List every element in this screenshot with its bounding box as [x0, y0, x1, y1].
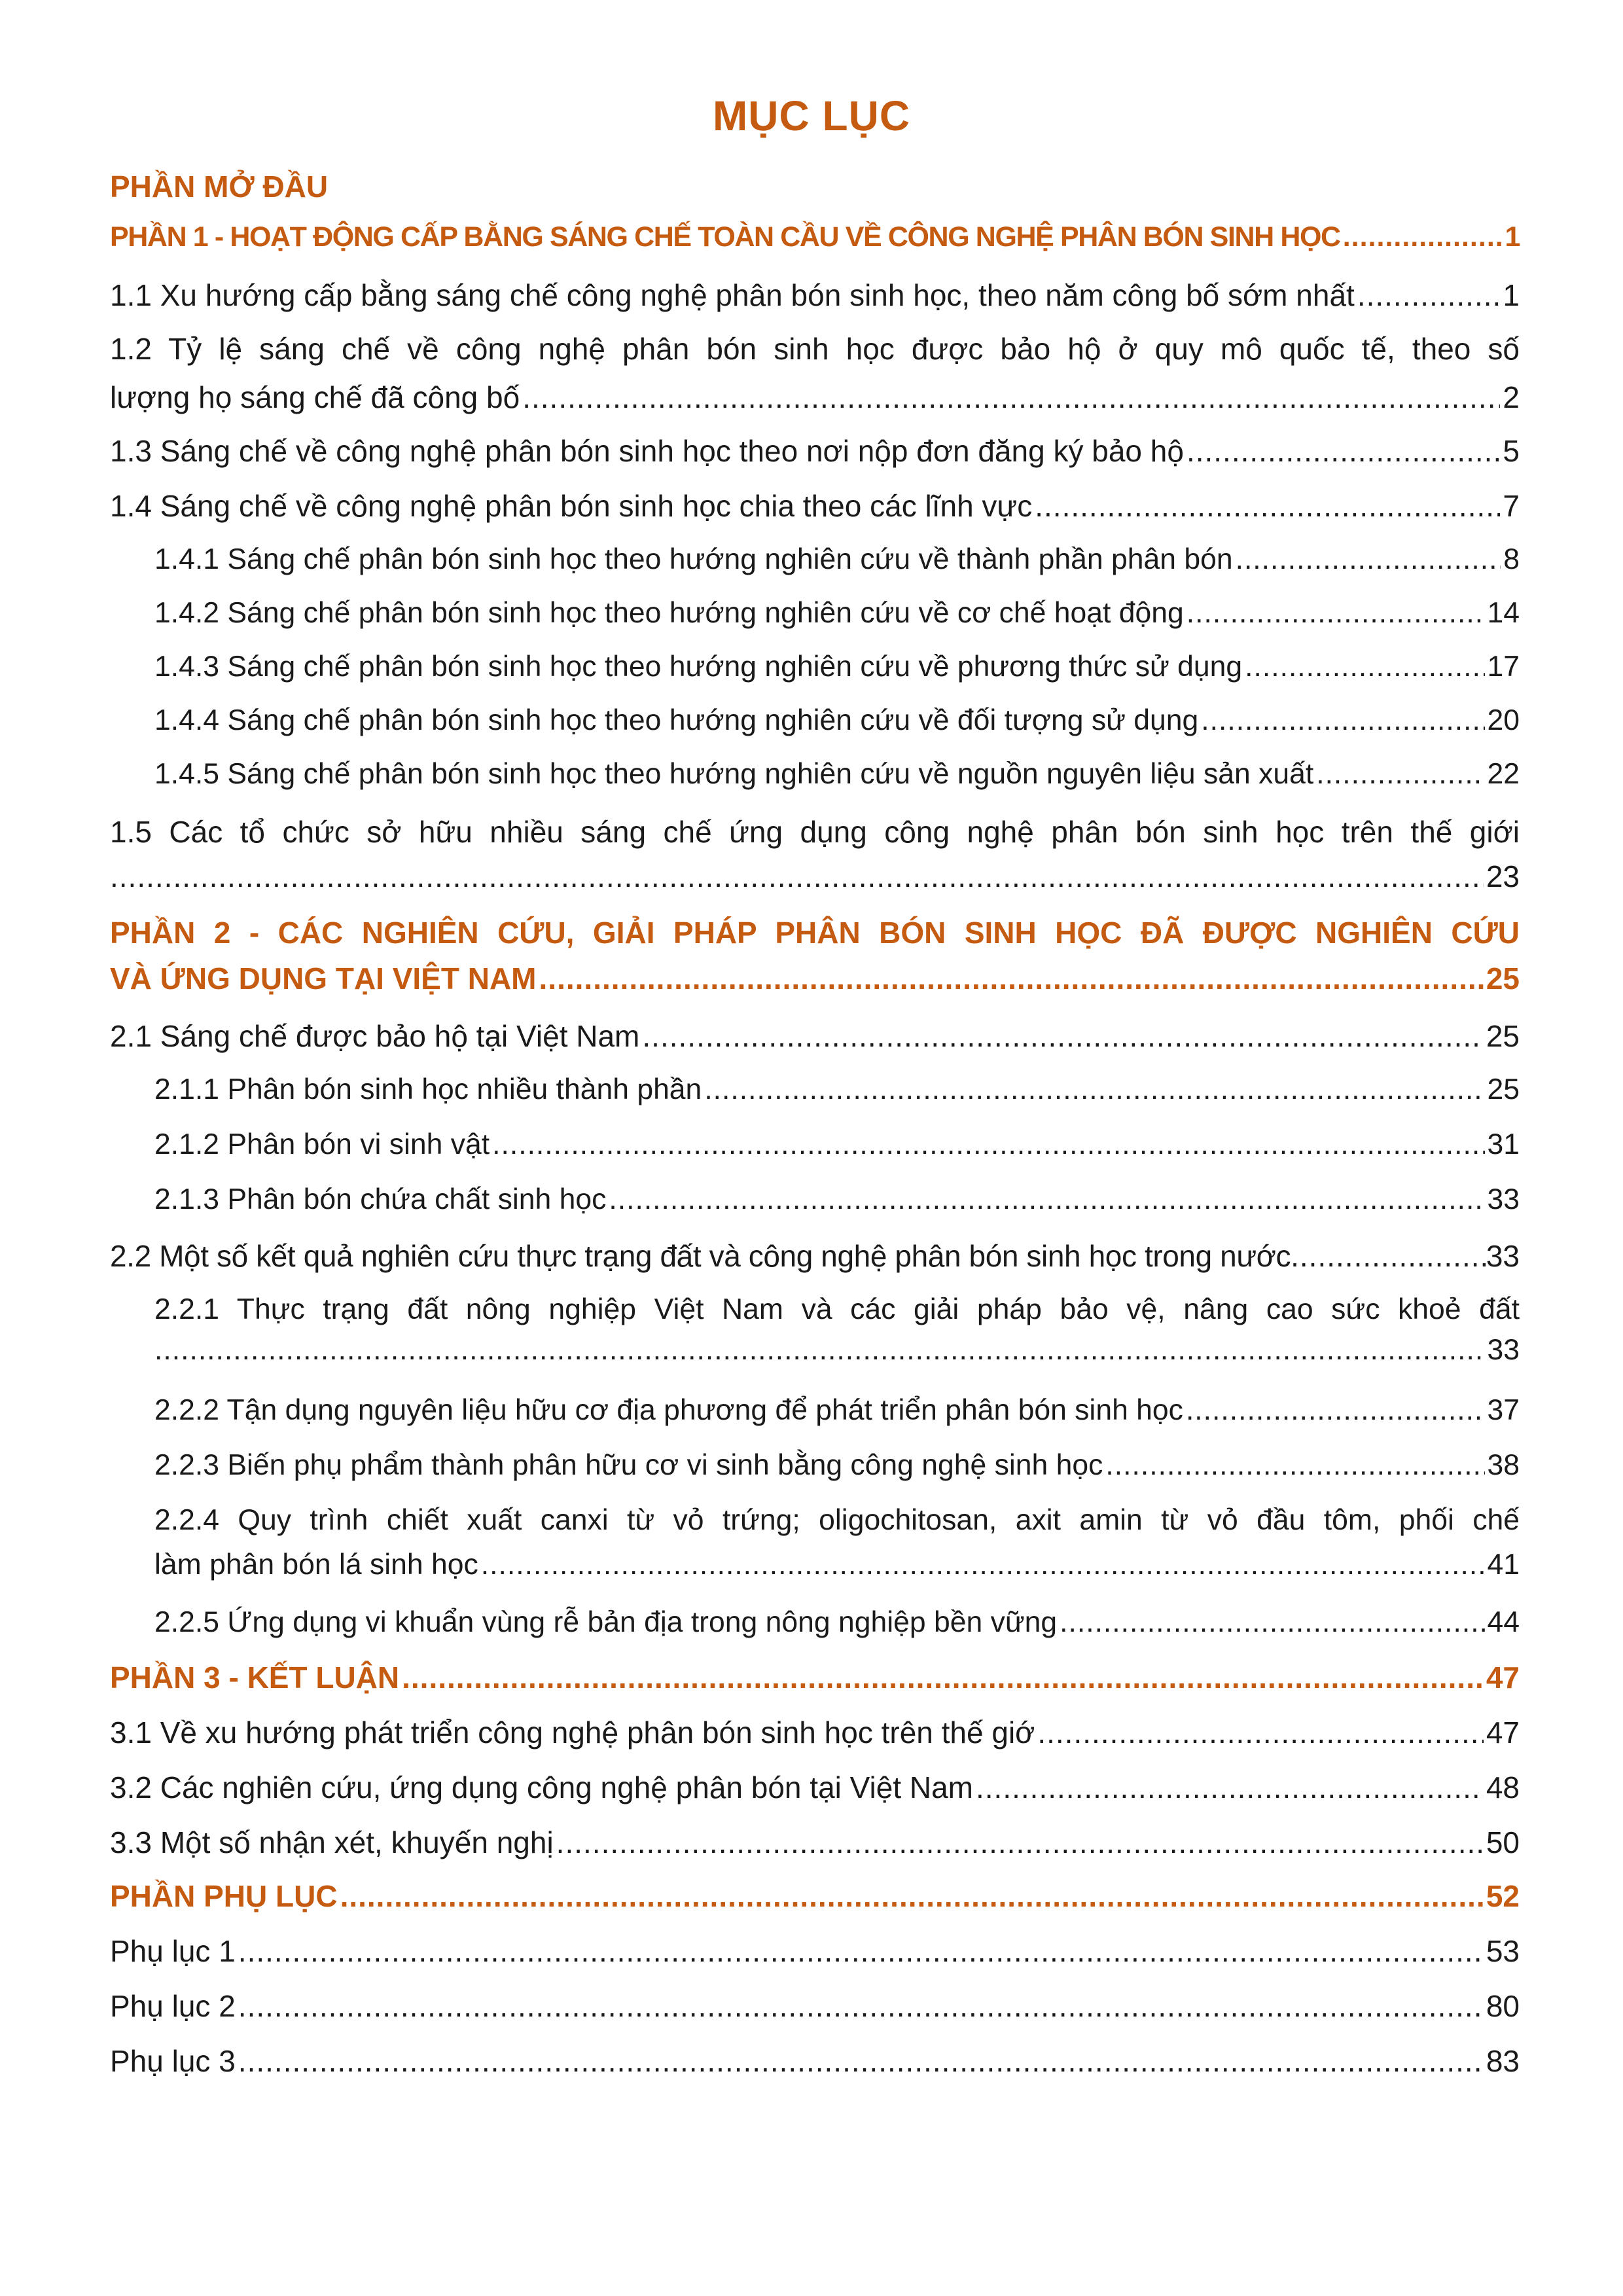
- toc-leader: [238, 1988, 1484, 2024]
- toc-leader: [1035, 488, 1500, 524]
- toc-page-number: 33: [1487, 1334, 1520, 1366]
- toc-entry-2-2[interactable]: [110, 1238, 1520, 1274]
- toc-page-number: 20: [1487, 704, 1520, 736]
- toc-entry-2-2-1[interactable]: [154, 1293, 1520, 1367]
- toc-page-number: 8: [1503, 543, 1520, 575]
- toc-leader: [340, 1878, 1484, 1914]
- toc-entry-label: 1.5 Các tổ chức sở hữu nhiều sáng chế ứng dụng công nghệ phân bón sinh học trên thế giới: [110, 815, 1520, 849]
- toc-page-number: 31: [1487, 1128, 1520, 1160]
- toc-entry-label: 2.1.3 Phân bón chứa chất sinh học: [154, 1183, 607, 1215]
- toc-entry-label-line2: lượng họ sáng chế đã công bố: [110, 380, 520, 414]
- toc-leader: [1343, 221, 1503, 253]
- toc-leader: [1316, 758, 1484, 791]
- toc-leader: [402, 1660, 1484, 1695]
- toc-leader: [642, 1018, 1483, 1054]
- toc-entry-label-line2: VÀ ỨNG DỤNG TẠI VIỆT NAM: [110, 961, 537, 996]
- toc-entry-label: 2.2.5 Ứng dụng vi khuẩn vùng rễ bản địa trong nông nghiệp bền vững: [154, 1606, 1058, 1638]
- toc-page-number: 5: [1503, 434, 1520, 468]
- toc-entry-label-line1: 2.2.4 Quy trình chiết xuất canxi từ vỏ trứng; oligochitosan, axit amin từ vỏ đầu tôm, phối chế: [154, 1504, 1520, 1536]
- toc-entry-1-5[interactable]: [110, 814, 1520, 894]
- toc-leader: [1245, 651, 1484, 683]
- toc-page-number: 25: [1487, 1073, 1520, 1105]
- toc-title: MỤC LỤC: [712, 92, 911, 139]
- toc-page-number: 41: [1487, 1549, 1520, 1581]
- toc-entry-part1[interactable]: [110, 221, 1520, 253]
- toc-entry-2-2-3[interactable]: [154, 1449, 1520, 1482]
- toc-leader: [481, 1549, 1485, 1581]
- toc-leader: [539, 961, 1484, 996]
- toc-page-number: 1: [1505, 221, 1520, 253]
- toc-entry-1-4-3[interactable]: [154, 651, 1520, 683]
- toc-page-number: 33: [1487, 1183, 1520, 1215]
- toc-entry-1-4[interactable]: [110, 488, 1520, 524]
- toc-leader: [1060, 1606, 1484, 1639]
- toc-page-number: 52: [1486, 1879, 1520, 1913]
- toc-page-number: 47: [1486, 1715, 1520, 1749]
- toc-entry-appendix-3[interactable]: [110, 2043, 1520, 2079]
- toc-entry-1-4-5[interactable]: [154, 758, 1520, 791]
- toc-entry-appendix-1[interactable]: [110, 1933, 1520, 1969]
- toc-entry-label: 1.4 Sáng chế về công nghệ phân bón sinh học chia theo các lĩnh vực: [110, 489, 1033, 523]
- toc-entry-3-1[interactable]: [110, 1715, 1520, 1750]
- toc-entry-label: 2.1.2 Phân bón vi sinh vật: [154, 1128, 490, 1160]
- toc-page-number: 47: [1486, 1660, 1520, 1695]
- toc-entry-3-3[interactable]: [110, 1825, 1520, 1860]
- toc-leader: [1037, 1715, 1483, 1750]
- toc-page-number: 38: [1487, 1449, 1520, 1481]
- toc-leader: [1236, 543, 1501, 576]
- toc-entry-label: 2.2.2 Tận dụng nguyên liệu hữu cơ địa phương để phát triển phân bón sinh học: [154, 1394, 1183, 1426]
- toc-entry-2-1-3[interactable]: [154, 1183, 1520, 1216]
- toc-entry-label-line1: 1.2 Tỷ lệ sáng chế về công nghệ phân bón sinh học được bảo hộ ở quy mô quốc tế, theo số: [110, 332, 1520, 366]
- toc-entry-label: PHẦN 3 - KẾT LUẬN: [110, 1660, 400, 1695]
- toc-leader: [976, 1770, 1484, 1805]
- toc-page-number: 44: [1487, 1606, 1520, 1638]
- toc-leader: [522, 380, 1500, 415]
- toc-leader: [492, 1128, 1484, 1161]
- toc-leader: [1186, 433, 1500, 469]
- toc-entry-1-4-1[interactable]: [154, 543, 1520, 576]
- toc-entry-label: 1.4.3 Sáng chế phân bón sinh học theo hướng nghiên cứu về phương thức sử dụng: [154, 651, 1243, 683]
- toc-entry-2-1-2[interactable]: [154, 1128, 1520, 1161]
- toc-entry-part2[interactable]: [110, 915, 1520, 996]
- toc-entry-part3[interactable]: [110, 1660, 1520, 1695]
- toc-entry-label-line1: PHẦN 2 - CÁC NGHIÊN CỨU, GIẢI PHÁP PHÂN BÓN SINH HỌC ĐÃ ĐƯỢC NGHIÊN CỨU: [110, 916, 1520, 950]
- toc-page-number: 83: [1486, 2044, 1520, 2078]
- toc-page-number: 25: [1486, 961, 1520, 996]
- toc-entry-1-2[interactable]: [110, 331, 1520, 415]
- toc-leader: [1186, 597, 1485, 630]
- toc-leader: [1105, 1449, 1484, 1482]
- toc-page-number: 7: [1503, 489, 1520, 523]
- toc-entry-3-2[interactable]: [110, 1770, 1520, 1805]
- toc-entry-2-1[interactable]: [110, 1018, 1520, 1054]
- toc-entry-1-1[interactable]: [110, 278, 1520, 313]
- toc-entry-1-3[interactable]: [110, 433, 1520, 469]
- toc-entry-label: Phụ lục 3: [110, 2044, 236, 2078]
- toc-entry-label: PHẦN PHỤ LỤC: [110, 1879, 338, 1913]
- toc-entry-label: 1.4.2 Sáng chế phân bón sinh học theo hướng nghiên cứu về cơ chế hoạt động: [154, 597, 1184, 629]
- toc-leader: [238, 1933, 1484, 1969]
- toc-page-number: 33: [1486, 1239, 1520, 1273]
- toc-entry-label: 1.3 Sáng chế về công nghệ phân bón sinh học theo nơi nộp đơn đăng ký bảo hộ: [110, 434, 1184, 468]
- toc-entry-intro[interactable]: [110, 169, 328, 204]
- toc-page-number: 48: [1486, 1770, 1520, 1804]
- toc-page-number: 22: [1487, 758, 1520, 790]
- toc-entry-2-2-2[interactable]: [154, 1394, 1520, 1427]
- toc-entry-label: 3.2 Các nghiên cứu, ứng dụng công nghệ phân bón tại Việt Nam: [110, 1770, 973, 1804]
- toc-page-number: 14: [1487, 597, 1520, 629]
- toc-page-number: 23: [1486, 859, 1520, 893]
- toc-entry-label: PHẦN MỞ ĐẦU: [110, 170, 329, 204]
- toc-page-number: 1: [1503, 278, 1520, 312]
- toc-entry-label: Phụ lục 1: [110, 1934, 236, 1968]
- toc-page-number: 25: [1486, 1019, 1520, 1053]
- toc-entry-appendix[interactable]: [110, 1878, 1520, 1914]
- toc-page-number: 2: [1503, 380, 1520, 414]
- toc-entry-label-line2: làm phân bón lá sinh học: [154, 1549, 478, 1581]
- toc-leader: [1186, 1394, 1485, 1427]
- toc-entry-2-2-5[interactable]: [154, 1606, 1520, 1639]
- toc-entry-label: 2.1 Sáng chế được bảo hộ tại Việt Nam: [110, 1019, 640, 1053]
- toc-leader: [1291, 1238, 1486, 1274]
- toc-entry-label: 3.3 Một số nhận xét, khuyến nghị: [110, 1825, 554, 1859]
- toc-leader: [154, 1334, 1485, 1367]
- toc-page-number: 37: [1487, 1394, 1520, 1426]
- toc-page-number: 50: [1486, 1825, 1520, 1859]
- toc-entry-label: 2.2.3 Biến phụ phẩm thành phân hữu cơ vi sinh bằng công nghệ sinh học: [154, 1449, 1103, 1481]
- toc-leader: [704, 1073, 1484, 1106]
- toc-entry-2-2-4[interactable]: [154, 1504, 1520, 1581]
- toc-leader: [1357, 278, 1501, 313]
- toc-leader: [609, 1183, 1484, 1216]
- toc-entry-label: 1.4.1 Sáng chế phân bón sinh học theo hướng nghiên cứu về thành phần phân bón: [154, 543, 1233, 575]
- toc-page-number: 17: [1487, 651, 1520, 683]
- toc-leader: [556, 1825, 1484, 1860]
- toc-entry-label: 1.4.5 Sáng chế phân bón sinh học theo hướng nghiên cứu về nguồn nguyên liệu sản xuất: [154, 758, 1314, 790]
- toc-entry-label: Phụ lục 2: [110, 1989, 236, 2023]
- toc-entry-label: PHẦN 1 - HOẠT ĐỘNG CẤP BẰNG SÁNG CHẾ TOÀN CẦU VỀ CÔNG NGHỆ PHÂN BÓN SINH HỌC: [110, 221, 1340, 253]
- toc-leader: [110, 859, 1484, 894]
- toc-page-number: 53: [1486, 1934, 1520, 1968]
- toc-entry-appendix-2[interactable]: [110, 1988, 1520, 2024]
- toc-entry-2-1-1[interactable]: [154, 1073, 1520, 1106]
- toc-entry-1-4-2[interactable]: [154, 597, 1520, 630]
- toc-entry-label: 1.1 Xu hướng cấp bằng sáng chế công nghệ phân bón sinh học, theo năm công bố sớm nhất: [110, 278, 1355, 312]
- toc-leader: [238, 2043, 1484, 2079]
- toc-page-number: 80: [1486, 1989, 1520, 2023]
- toc-entry-label: 2.1.1 Phân bón sinh học nhiều thành phần: [154, 1073, 702, 1105]
- toc-entry-label: 2.2 Một số kết quả nghiên cứu thực trạng đất và công nghệ phân bón sinh học trong nước: [110, 1239, 1291, 1273]
- toc-entry-1-4-4[interactable]: [154, 704, 1520, 737]
- toc-entry-label: 2.2.1 Thực trạng đất nông nghiệp Việt Nam và các giải pháp bảo vệ, nâng cao sức khoẻ đất: [154, 1293, 1520, 1325]
- toc-entry-label: 1.4.4 Sáng chế phân bón sinh học theo hướng nghiên cứu về đối tượng sử dụng: [154, 704, 1199, 736]
- toc-entry-label: 3.1 Về xu hướng phát triển công nghệ phân bón sinh học trên thế giớ: [110, 1715, 1035, 1749]
- toc-leader: [1201, 704, 1484, 737]
